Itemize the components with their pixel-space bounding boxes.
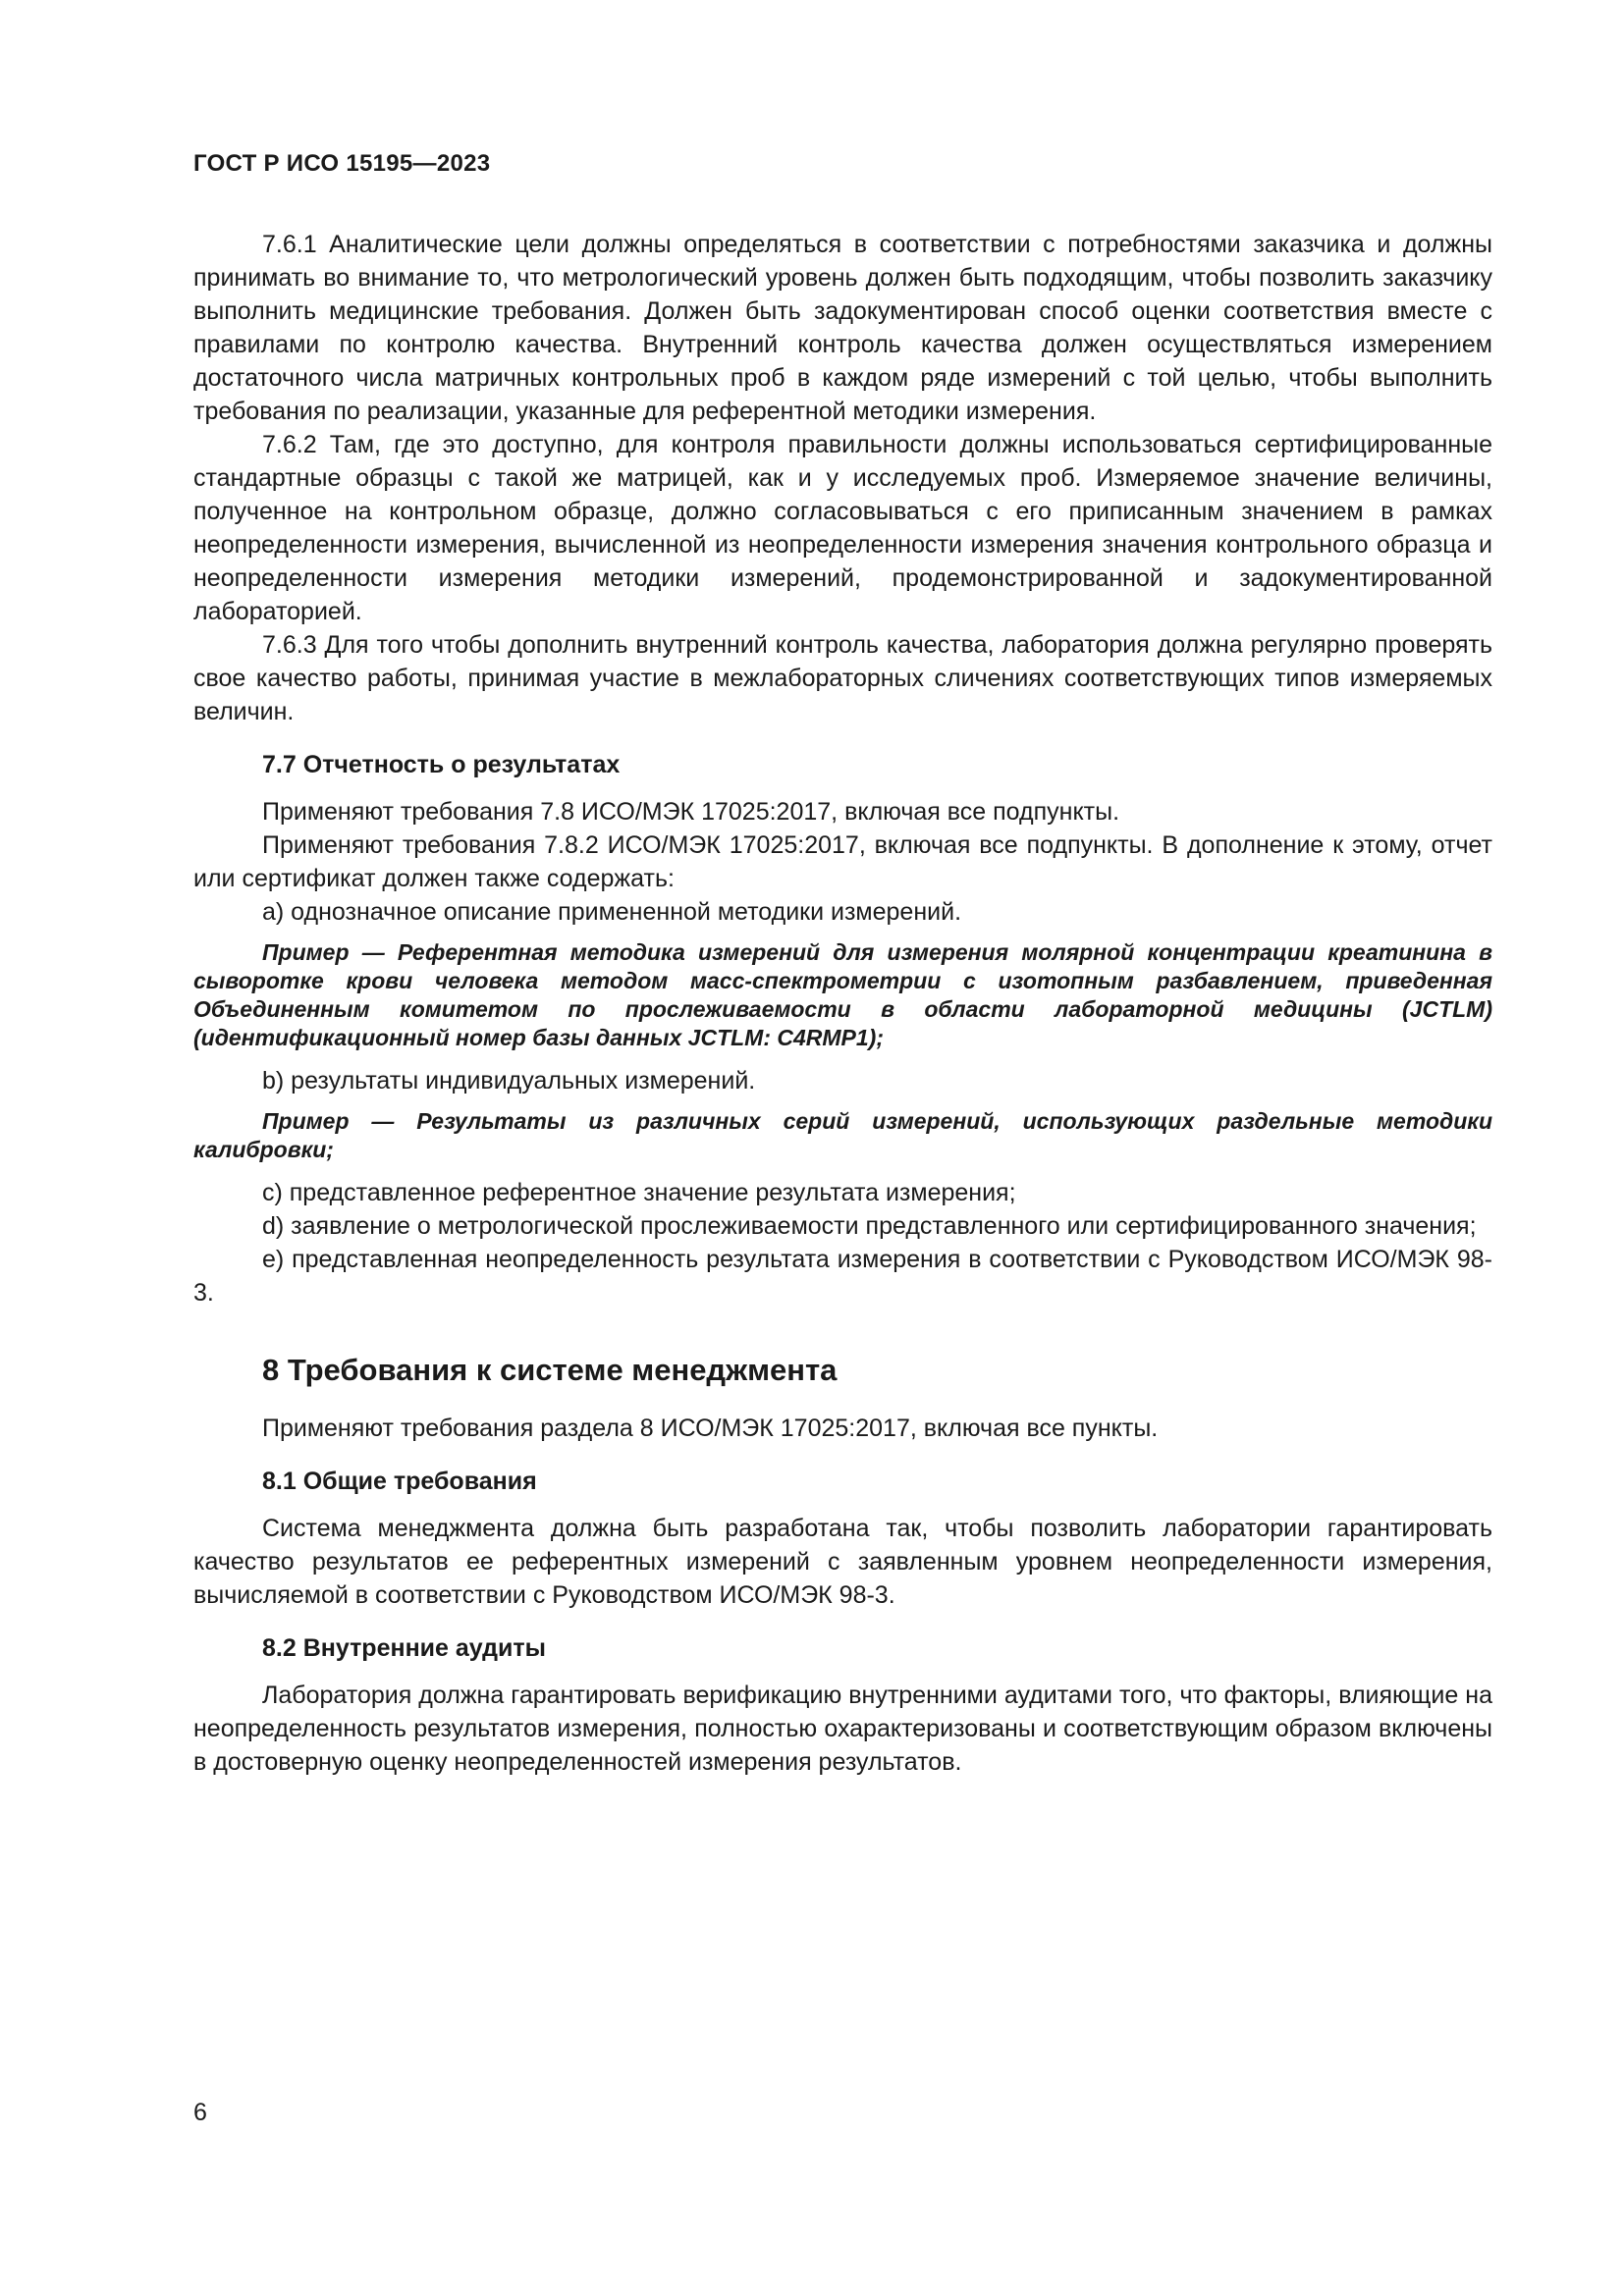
list-item-e: e) представленная неопределенность результата измерения в соответствии с Руководством ИСО/МЭК 98-3. [193,1246,1492,1307]
list-item-d: d) заявление о метрологической прослеживаемости представленного или сертифицированного значения; [262,1212,1477,1240]
paragraph-8-2: Лаборатория должна гарантировать верификацию внутренними аудитами того, что факторы, влияющие на неопределенность результатов измерения, полностью охарактеризованы и соответствующим образом включены в достоверную оценку неопределенностей измерения результатов. [193,1682,1492,1776]
section-heading-8: 8 Требования к системе менеджмента [262,1353,838,1387]
document-header-title: ГОСТ Р ИСО 15195—2023 [193,150,491,177]
paragraph-7-7-requirements: Применяют требования 7.8 ИСО/МЭК 17025:2017, включая все подпункты. [262,798,1120,826]
list-item-a: a) однозначное описание примененной методики измерений. [262,898,962,926]
paragraph-7-7-report-contents: Применяют требования 7.8.2 ИСО/МЭК 17025:2017, включая все подпункты. В дополнение к этому, отчет или сертификат должен также содержать: [193,831,1492,892]
document-body [193,228,1492,1779]
paragraph-7-6-1: 7.6.1 Аналитические цели должны определяться в соответствии с потребностями заказчика и должны принимать во внимание то, что метрологический уровень должен быть подходящим, чтобы позволить заказчику выполнить медицинские требования. Должен быть задокументирован способ оценки соответствия вместе с правилами по контролю качества. Внутренний контроль качества должен осуществляться измерением достаточного числа матричных контрольных проб в каждом ряде измерений с той целью, чтобы выполнить требования по реализации, указанные для референтной методики измерения. [193,231,1492,425]
page-number: 6 [193,2099,207,2126]
example-reference-method: Пример — Референтная методика измерений для измерения молярной концентрации креатинина в сыворотке крови человека методом масс-спектрометрии с изотопным разбавлением, приведенная Объединенным комитетом по прослеживаемости в области лабораторной медицины (JCTLM) (идентификационный номер базы данных JCTLM: C4RMP1); [193,939,1492,1050]
paragraph-7-6-3: 7.6.3 Для того чтобы дополнить внутренний контроль качества, лаборатория должна регулярно проверять свое качество работы, принимая участие в межлабораторных сличениях соответствующих типов измеряемых величин. [193,631,1492,725]
heading-8-1: 8.1 Общие требования [262,1468,537,1495]
heading-7-7: 7.7 Отчетность о результатах [262,751,621,778]
paragraph-8-1: Система менеджмента должна быть разработана так, чтобы позволить лаборатории гарантировать качество результатов ее референтных измерений с заявленным уровнем неопределенности измерения, вычисляемой в соответствии с Руководством ИСО/МЭК 98-3. [193,1515,1492,1609]
paragraph-8: Применяют требования раздела 8 ИСО/МЭК 17025:2017, включая все пункты. [262,1415,1159,1442]
list-item-b: b) результаты индивидуальных измерений. [262,1067,756,1095]
paragraph-7-6-2: 7.6.2 Там, где это доступно, для контроля правильности должны использоваться сертифицированные стандартные образцы с такой же матрицей, как и у исследуемых проб. Измеряемое значение величины, полученное на контрольном образце, должно согласовываться с его приписанным значением в рамках неопределенности измерения, вычисленной из неопределенности измерения значения контрольного образца и неопределенности измерения методики измерений, продемонстрированной и задокументированной лабораторией. [193,431,1492,625]
heading-8-2: 8.2 Внутренние аудиты [262,1634,546,1662]
example-measurement-series: Пример — Результаты из различных серий измерений, использующих раздельные методики калибровки; [193,1108,1492,1162]
list-item-c: c) представленное референтное значение результата измерения; [262,1179,1016,1206]
